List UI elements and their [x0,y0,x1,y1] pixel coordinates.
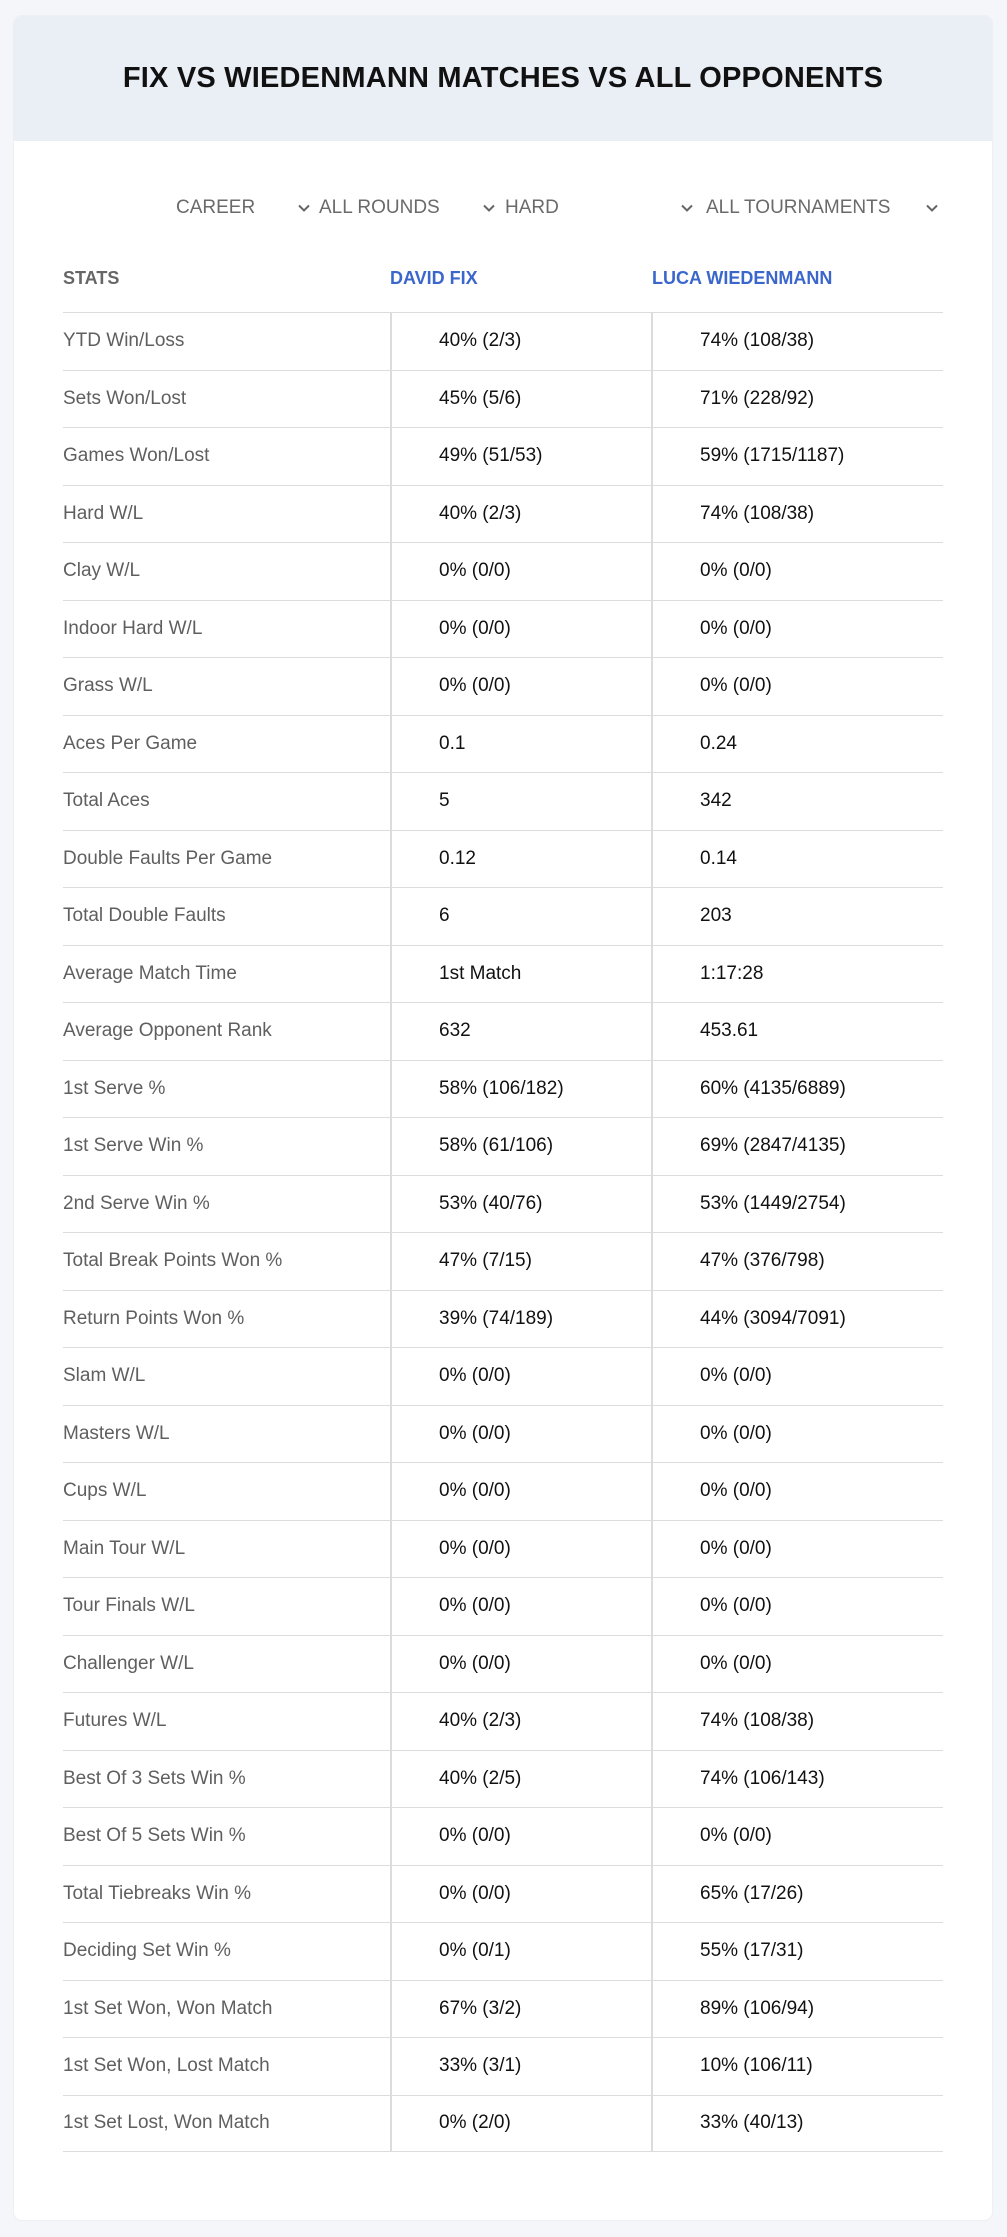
player2-value: 44% (3094/7091) [651,1291,943,1348]
stat-label: Sets Won/Lost [63,387,187,409]
player2-value: 10% (106/11) [651,2038,943,2095]
player2-value: 33% (40/13) [651,2096,943,2152]
player2-value: 0% (0/0) [651,1578,943,1635]
table-row [63,2037,943,2095]
card-header [14,16,992,141]
player2-value: 74% (106/143) [651,1751,943,1808]
stat-label: Best Of 5 Sets Win % [63,1825,246,1847]
tournament-select[interactable] [706,188,940,228]
stat-label: Grass W/L [63,675,153,697]
table-row [63,2095,943,2153]
stat-label: 1st Set Won, Lost Match [63,2055,270,2077]
table-row [63,1922,943,1980]
surface-select-value: HARD [505,197,559,218]
stat-label: Clay W/L [63,560,141,582]
table-row [63,715,943,773]
table-row [63,600,943,658]
chevron-down-icon [481,200,497,216]
stat-label: Slam W/L [63,1365,146,1387]
player2-value: 0% (0/0) [651,601,943,658]
stat-label: Futures W/L [63,1710,167,1732]
player2-value: 74% (108/38) [651,1693,943,1750]
player1-value: 0% (0/0) [390,1636,651,1693]
player2-value: 55% (17/31) [651,1923,943,1980]
stat-label: 2nd Serve Win % [63,1192,210,1214]
table-row [63,1175,943,1233]
player2-value: 47% (376/798) [651,1233,943,1290]
player2-value: 0.24 [651,716,943,773]
player2-value: 53% (1449/2754) [651,1176,943,1233]
player1-value: 632 [390,1003,651,1060]
player1-value: 0% (0/1) [390,1923,651,1980]
chevron-down-icon [679,200,695,216]
player1-value: 0% (0/0) [390,1521,651,1578]
stat-label: 1st Set Lost, Won Match [63,2112,270,2134]
table-row [63,1232,943,1290]
player2-value: 0.14 [651,831,943,888]
table-row [63,312,943,370]
table-row [63,1290,943,1348]
tournament-select-value: ALL TOURNAMENTS [706,197,891,218]
player2-value: 1:17:28 [651,946,943,1003]
table-row [63,542,943,600]
player2-value: 71% (228/92) [651,371,943,428]
stats-card [14,16,992,2220]
player1-value: 0% (0/0) [390,1578,651,1635]
player2-value: 0% (0/0) [651,1463,943,1520]
player1-value: 0% (0/0) [390,658,651,715]
player2-value: 0% (0/0) [651,658,943,715]
column-header-stats: STATS [63,268,120,288]
stat-label: Return Points Won % [63,1307,245,1329]
player1-value: 33% (3/1) [390,2038,651,2095]
table-row [63,1692,943,1750]
stat-label: 1st Serve % [63,1077,166,1099]
player1-value: 40% (2/3) [390,313,651,370]
round-select-value: ALL ROUNDS [319,197,440,218]
player1-value: 45% (5/6) [390,371,651,428]
player1-value: 58% (106/182) [390,1061,651,1118]
player1-value: 1st Match [390,946,651,1003]
table-row [63,427,943,485]
filter-bar [14,188,992,228]
player1-value: 0% (0/0) [390,543,651,600]
stat-label: Total Break Points Won % [63,1250,283,1272]
stat-label: 1st Serve Win % [63,1135,204,1157]
table-row [63,772,943,830]
surface-select[interactable] [505,188,695,228]
column-header-player2[interactable]: LUCA WIEDENMANN [652,268,833,288]
table-row [63,1577,943,1635]
player2-value: 342 [651,773,943,830]
stat-label: Masters W/L [63,1422,170,1444]
stats-table [63,312,943,2152]
player2-value: 203 [651,888,943,945]
table-row [63,1405,943,1463]
player2-value: 59% (1715/1187) [651,428,943,485]
stat-label: Deciding Set Win % [63,1940,231,1962]
player2-value: 0% (0/0) [651,543,943,600]
page-title: FIX VS WIEDENMANN MATCHES VS ALL OPPONENTS [122,62,884,94]
player2-value: 0% (0/0) [651,1406,943,1463]
stat-label: Total Aces [63,790,150,812]
player1-value: 53% (40/76) [390,1176,651,1233]
stat-label: Cups W/L [63,1480,147,1502]
player1-value: 0% (2/0) [390,2096,651,2152]
stat-label: Main Tour W/L [63,1537,186,1559]
player2-value: 0% (0/0) [651,1521,943,1578]
player1-value: 40% (2/5) [390,1751,651,1808]
chevron-down-icon [924,200,940,216]
table-row [63,1117,943,1175]
stat-label: Double Faults Per Game [63,847,273,869]
stat-label: Average Match Time [63,962,237,984]
player2-value: 89% (106/94) [651,1981,943,2038]
player2-value: 60% (4135/6889) [651,1061,943,1118]
player1-value: 0% (0/0) [390,1406,651,1463]
table-row [63,1462,943,1520]
stat-label: Tour Finals W/L [63,1595,195,1617]
stat-label: Best Of 3 Sets Win % [63,1767,246,1789]
table-row [63,1807,943,1865]
table-row [63,887,943,945]
stat-label: YTD Win/Loss [63,330,185,352]
round-select[interactable] [319,188,497,228]
stat-label: Total Double Faults [63,905,226,927]
table-row [63,945,943,1003]
player1-value: 0.1 [390,716,651,773]
chevron-down-icon [296,200,312,216]
player1-value: 67% (3/2) [390,1981,651,2038]
player2-value: 74% (108/38) [651,486,943,543]
player2-value: 69% (2847/4135) [651,1118,943,1175]
player2-value: 0% (0/0) [651,1808,943,1865]
table-row [63,830,943,888]
table-row [63,657,943,715]
player1-value: 5 [390,773,651,830]
stat-label: Indoor Hard W/L [63,617,203,639]
table-row [63,1865,943,1923]
player1-value: 6 [390,888,651,945]
stat-label: Total Tiebreaks Win % [63,1882,251,1904]
table-row [63,1520,943,1578]
player2-value: 65% (17/26) [651,1866,943,1923]
column-header-player1[interactable]: DAVID FIX [390,268,478,288]
stat-label: Challenger W/L [63,1652,194,1674]
period-select-value: CAREER [176,197,256,218]
stat-label: Hard W/L [63,502,144,524]
table-row [63,370,943,428]
player1-value: 40% (2/3) [390,486,651,543]
player1-value: 0% (0/0) [390,1866,651,1923]
player1-value: 47% (7/15) [390,1233,651,1290]
stat-label: Average Opponent Rank [63,1020,272,1042]
player2-value: 0% (0/0) [651,1348,943,1405]
table-row [63,1347,943,1405]
player1-value: 0.12 [390,831,651,888]
player1-value: 58% (61/106) [390,1118,651,1175]
player1-value: 40% (2/3) [390,1693,651,1750]
stat-label: Aces Per Game [63,732,198,754]
player2-value: 453.61 [651,1003,943,1060]
stat-label: Games Won/Lost [63,445,210,467]
stat-label: 1st Set Won, Won Match [63,1997,273,2019]
player2-value: 0% (0/0) [651,1636,943,1693]
period-select[interactable] [176,188,312,228]
player1-value: 0% (0/0) [390,1348,651,1405]
player1-value: 0% (0/0) [390,1808,651,1865]
table-header [14,268,992,298]
player2-value: 74% (108/38) [651,313,943,370]
player1-value: 0% (0/0) [390,1463,651,1520]
table-row [63,1060,943,1118]
table-row [63,1002,943,1060]
table-row [63,1980,943,2038]
table-row [63,1750,943,1808]
player1-value: 0% (0/0) [390,601,651,658]
player1-value: 49% (51/53) [390,428,651,485]
player1-value: 39% (74/189) [390,1291,651,1348]
table-row [63,485,943,543]
table-row [63,1635,943,1693]
